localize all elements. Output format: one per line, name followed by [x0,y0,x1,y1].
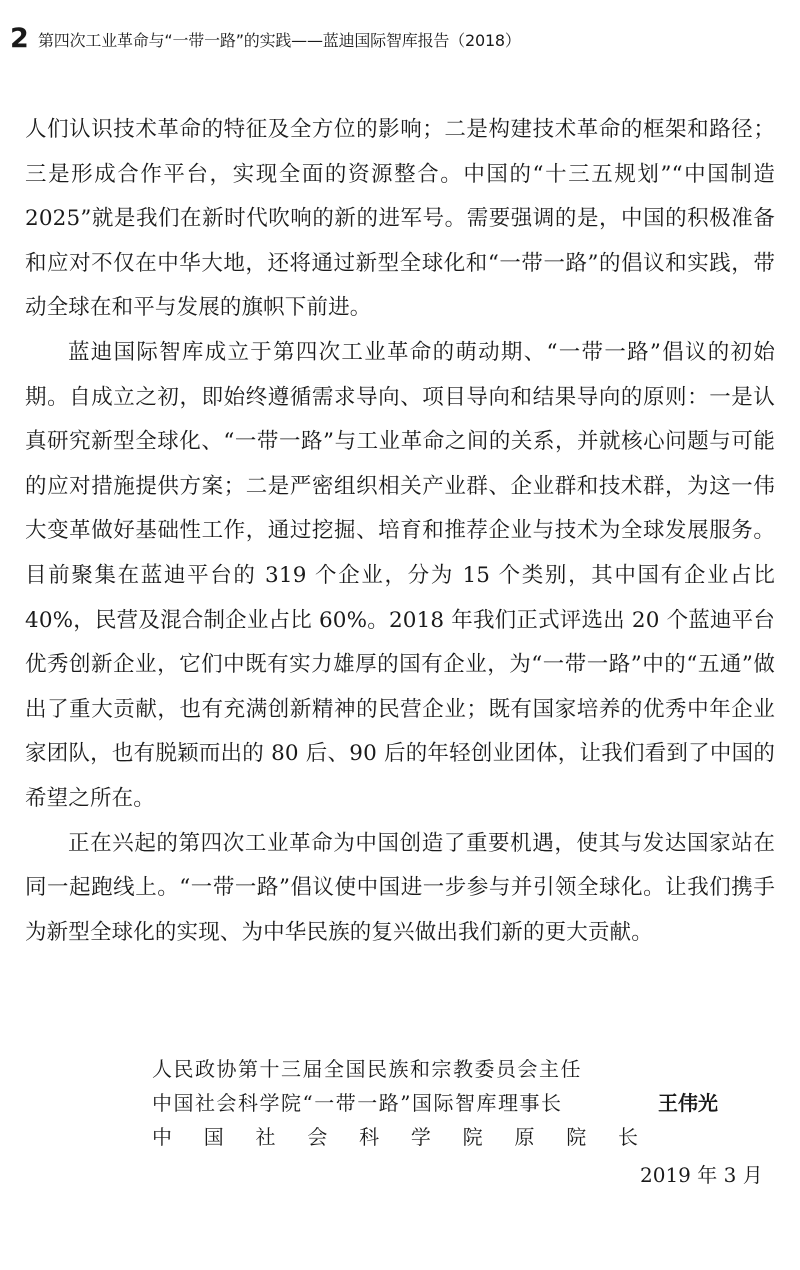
paragraph: 正在兴起的第四次工业革命为中国创造了重要机遇，使其与发达国家站在同一起跑线上。“一带一路”倡议使中国进一步参与并引领全球化。让我们携手为新型全球化的实现、为中华民族的复兴做出我们新的更大贡献。 [25,830,775,945]
running-head-title: 第四次工业革命与“一带一路”的实践——蓝迪国际智库报告（2018） [38,31,521,50]
page-number: 2 [10,23,29,54]
body-text [25,108,775,955]
signature-name: 王伟光 [658,1091,718,1115]
paragraph-continued: 人们认识技术革命的特征及全方位的影响；二是构建技术革命的框架和路径；三是形成合作平台，实现全面的资源整合。中国的“十三五规划”“中国制造 2025”就是我们在新时代吹响的新的进军号。需要强调的是，中国的积极准备和应对不仅在中华大地，还将通过新型全球化和“一带一路”的倡议和实践，带动全球在和平与发展的旗帜下前进。 [25,117,775,321]
paragraph: 蓝迪国际智库成立于第四次工业革命的萌动期、“一带一路”倡议的初始期。自成立之初，即始终遵循需求导向、项目导向和结果导向的原则：一是认真研究新型全球化、“一带一路”与工业革命之间的关系，并就核心问题与可能的应对措施提供方案；二是严密组织相关产业群、企业群和技术群，为这一伟大变革做好基础性工作，通过挖掘、培育和推荐企业与技术为全球发展服务。目前聚集在蓝迪平台的 319 个企业，分为 15 个类别，其中国有企业占比 40%，民营及混合制企业占比 60%。2018 年我们正式评选出 20 个蓝迪平台优秀创新企业，它们中既有实力雄厚的国有企业，为“一带一路”中的“五通”做出了重大贡献，也有充满创新精神的民营企业；既有国家培养的优秀中年企业家团队，也有脱颖而出的 80 后、90 后的年轻创业团体，让我们看到了中国的希望之所在。 [25,339,775,811]
signature-date: 2019 年 3 月 [640,1163,763,1187]
signature-title-line: 人民政协第十三届全国民族和宗教委员会主任 [152,1057,582,1081]
page-header [10,22,790,62]
signature-title-line: 中 国 社 会 科 学 院 原 院 长 [152,1125,638,1149]
signature-title-line: 中国社会科学院“一带一路”国际智库理事长 [152,1091,563,1115]
signature-block [152,1052,752,1154]
